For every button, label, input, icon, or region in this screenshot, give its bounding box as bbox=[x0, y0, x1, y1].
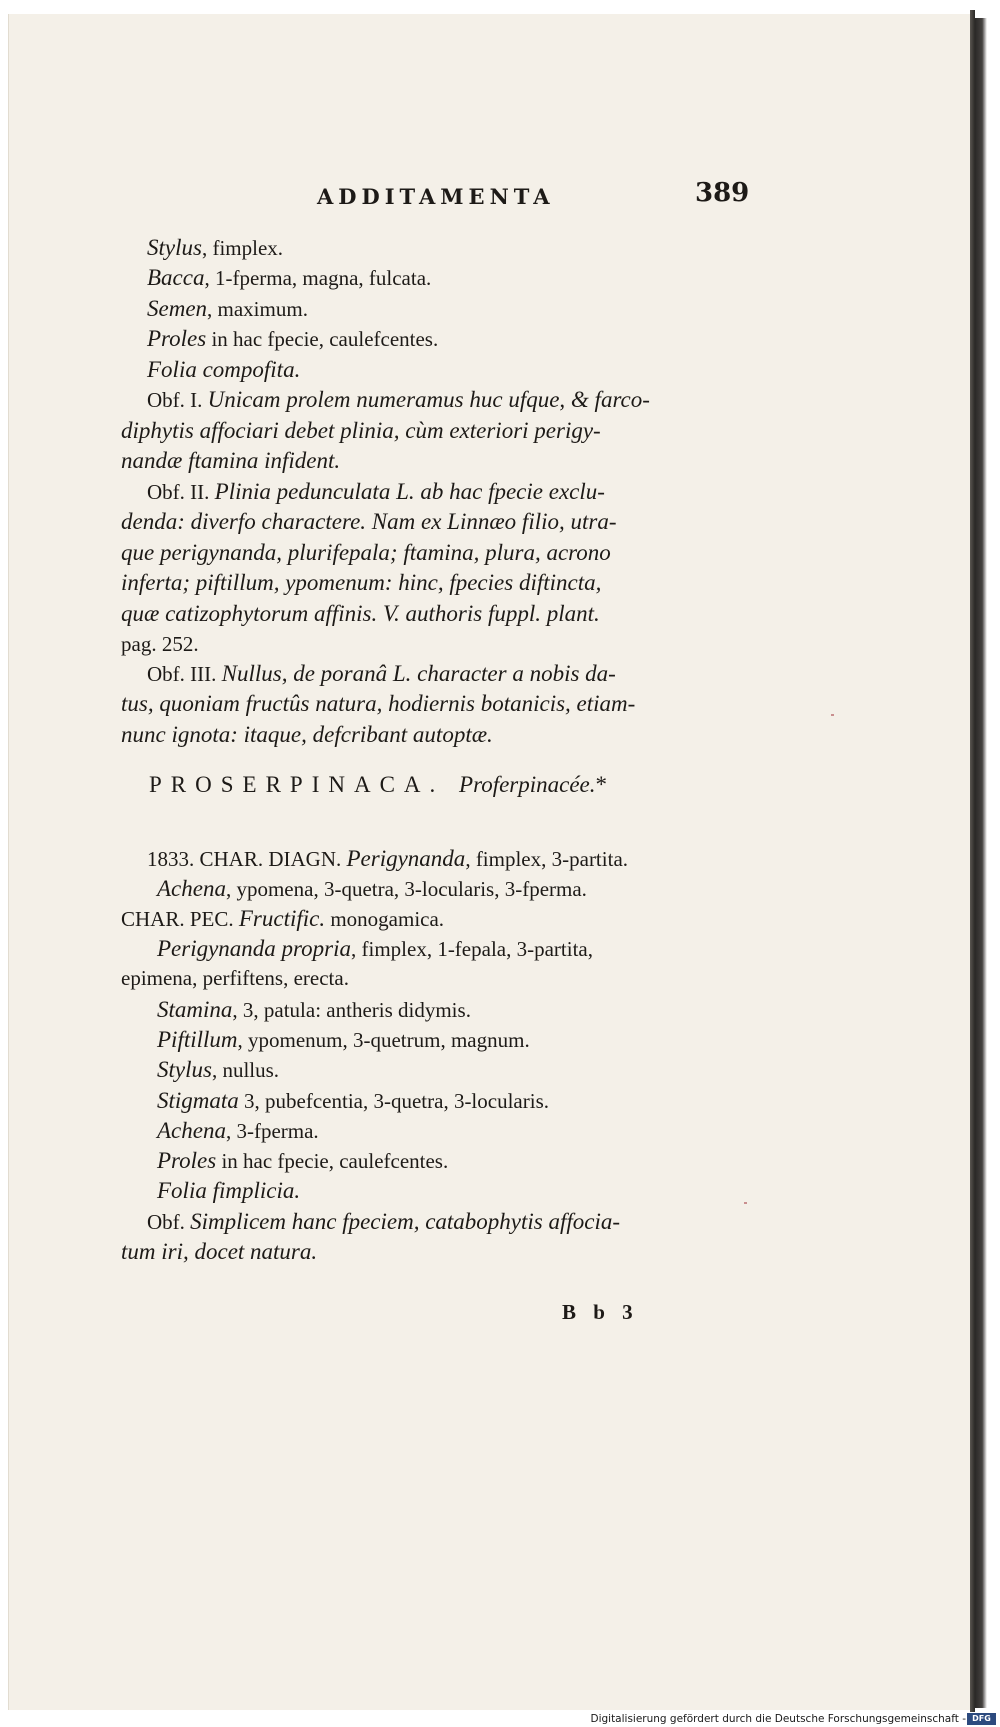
text-line: Proles in hac fpecie, caulefcentes. bbox=[157, 1148, 449, 1173]
text-line: Piftillum, ypomenum, 3-quetrum, magnum. bbox=[157, 1027, 530, 1052]
text-line: Achena, ypomena, 3-quetra, 3-locularis, 3-fperma. bbox=[157, 876, 587, 901]
text-line: Bacca, 1-fperma, magna, fulcata. bbox=[147, 265, 432, 290]
peculiar-character: CHAR. PEC. Fructific. monogamica. bbox=[121, 906, 445, 931]
page-content bbox=[9, 14, 971, 1710]
text-line: que perigynanda, plurifepala; ftamina, plura, acrono bbox=[121, 540, 611, 565]
text-line: Stigmata 3, pubefcentia, 3-quetra, 3-locularis. bbox=[157, 1088, 549, 1113]
text-line: pag. 252. bbox=[121, 632, 199, 656]
book-spine-edge bbox=[975, 18, 987, 1708]
signature-mark: B b 3 bbox=[562, 1300, 639, 1324]
text-line: denda: diverfo charactere. Nam ex Linnæo filio, utra- bbox=[121, 509, 617, 534]
text-line: Achena, 3-fperma. bbox=[157, 1118, 319, 1143]
book-page bbox=[8, 14, 971, 1710]
text-line: Proles in hac fpecie, caulefcentes. bbox=[147, 326, 439, 351]
text-line: epimena, perfiftens, erecta. bbox=[121, 966, 349, 990]
text-line: inferta; piftillum, ypomenum: hinc, fpecies diftincta, bbox=[121, 570, 602, 595]
observation-3: Obf. III. Nullus, de poranâ L. character a nobis da- bbox=[147, 661, 616, 686]
running-title: ADDITAMENTA bbox=[317, 184, 555, 209]
text-line: Stylus, fimplex. bbox=[147, 235, 284, 260]
text-line: nandæ ftamina infident. bbox=[121, 448, 341, 473]
ink-spot bbox=[831, 714, 834, 716]
ink-spot bbox=[744, 1202, 747, 1204]
text-line: tus, quoniam fructûs natura, hodiernis botanicis, etiam- bbox=[121, 691, 636, 716]
text-line: Stylus, nullus. bbox=[157, 1057, 280, 1082]
observation: Obf. Simplicem hanc fpeciem, catabophytis affocia- bbox=[147, 1209, 621, 1234]
footer-credit: Digitalisierung gefördert durch die Deutsche Forschungsgemeinschaft - bbox=[590, 1713, 966, 1725]
text-line: quæ catizophytorum affinis. V. authoris fuppl. plant. bbox=[121, 601, 600, 626]
diagnostic-character: 1833. CHAR. DIAGN. Perigynanda, fimplex, 3-partita. bbox=[147, 846, 629, 871]
text-line: Folia compofita. bbox=[147, 357, 301, 382]
text-line: nunc ignota: itaque, defcribant autoptæ. bbox=[121, 722, 493, 747]
text-line: tum iri, docet natura. bbox=[121, 1239, 318, 1264]
text-line: Folia fimplicia. bbox=[157, 1178, 301, 1203]
text-line: Stamina, 3, patula: antheris didymis. bbox=[157, 997, 471, 1022]
page-number: 389 bbox=[695, 178, 750, 208]
observation-1: Obf. I. Unicam prolem numeramus huc ufque, & farco- bbox=[147, 387, 650, 412]
text-line: Semen, maximum. bbox=[147, 296, 308, 321]
observation-2: Obf. II. Plinia pedunculata L. ab hac fpecie exclu- bbox=[147, 479, 605, 504]
text-line: Perigynanda propria, fimplex, 1-fepala, 3-partita, bbox=[157, 936, 593, 961]
dfg-logo: DFG bbox=[967, 1713, 996, 1725]
section-heading: PROSERPINACA. Proferpinacée.* bbox=[149, 772, 617, 797]
text-line: diphytis affociari debet plinia, cùm exteriori perigy- bbox=[121, 418, 601, 443]
